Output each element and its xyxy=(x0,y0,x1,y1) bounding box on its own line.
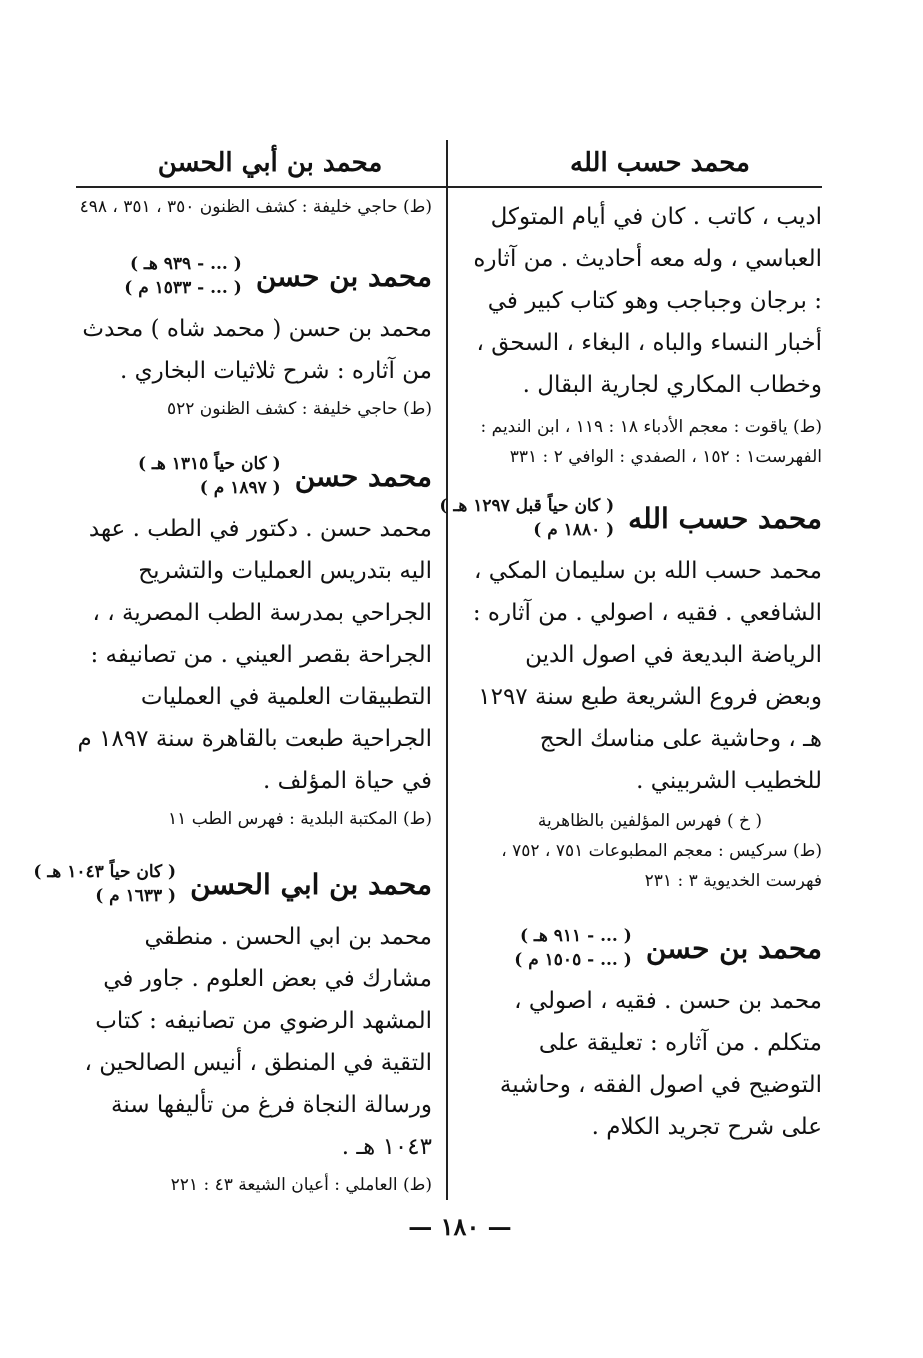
header-rule-right xyxy=(446,186,822,188)
running-title-left: محمد بن أبي الحسن xyxy=(157,148,383,178)
entry-dates xyxy=(124,252,242,300)
entry-body: محمد حسب الله بن سليمان المكي ، الشافعي . فقيه ، اصولي . من آثاره : الرياضة البديعة في اصول الدين وبعض فروع الشريعة طبع سنة ١٢٩٧ هـ ، وحاشية على مناسك الحج للخطيب الشربيني . xyxy=(472,558,822,794)
entry-body: محمد بن حسن ( محمد شاه ) محدث من آثاره : شرح ثلاثيات البخاري . xyxy=(82,316,432,384)
entry-heading xyxy=(76,252,432,300)
continued-entry-body: اديب ، كاتب . كان في أيام المتوكل العباسي ، وله معه أحاديث . من آثاره : برجان وجباجب وهو كتاب كبير في أخبار النساء والباه ، البغاء ، السحق ، وخطاب المكاري لجارية البقال . xyxy=(473,204,822,398)
running-title-right: محمد حسب الله xyxy=(570,148,750,178)
entry-name: محمد بن حسن xyxy=(255,259,432,293)
entry-dates xyxy=(33,860,176,908)
gregorian-date: ( ١٨٩٧ م ) xyxy=(199,478,281,498)
entry-name: محمد حسب الله xyxy=(628,501,822,535)
entry-heading xyxy=(33,860,432,908)
entry-name: محمد بن حسن xyxy=(645,931,822,965)
entry-reference: (ط) العاملي : أعيان الشيعة ٤٣ : ٢٢١ xyxy=(170,1175,432,1195)
page-number: — ١٨٠ — xyxy=(408,1212,512,1241)
gregorian-date: ( ... - ١٥٣٣ م ) xyxy=(124,278,242,298)
hijri-date: ( ... - ٩٣٩ هـ ) xyxy=(129,254,242,274)
hijri-date: ( كان حياً قبل ١٢٩٧ هـ ) xyxy=(439,496,615,516)
gregorian-date: ( ... - ١٥٠٥ م ) xyxy=(514,950,632,970)
hijri-date: ( كان حياً ١٣١٥ هـ ) xyxy=(137,454,281,474)
hijri-date: ( ... - ٩١١ هـ ) xyxy=(519,926,632,946)
entry-dates xyxy=(514,924,632,972)
continued-entry-reference: (ط) ياقوت : معجم الأدباء ١٨ : ١١٩ ، ابن النديم : الفهرست١ : ١٥٢ ، الصفدي : الوافي ٢ : ٣٣١ xyxy=(480,417,822,467)
entry-body: محمد بن ابي الحسن . منطقي مشارك في بعض العلوم . جاور في المشهد الرضوي من تصانيفه : كتاب التقية في المنطق ، أنيس الصالحين ، ورسالة النجاة فرغ من تأليفها سنة ١٠٤٣ هـ . xyxy=(84,924,432,1160)
entry-name: محمد بن ابي الحسن xyxy=(190,867,432,901)
entry-body: محمد بن حسن . فقيه ، اصولي ، متكلم . من آثاره : تعليقة على التوضيح في اصول الفقه ، وحاشية على شرح تجريد الكلام . xyxy=(499,988,822,1140)
entry-reference: (ط) سركيس : معجم المطبوعات ٧٥١ ، ٧٥٢ ، فهرست الخديوية ٣ : ٢٣١ xyxy=(501,841,822,891)
entry-body: محمد حسن . دكتور في الطب . عهد اليه بتدريس العمليات والتشريح الجراحي بمدرسة الطب المصرية ، ، الجراحة بقصر العيني . من تصانيفه : التطبيقات العلمية في العمليات الجراحية طبعت بالقاهرة سنة ١٨٩٧ م في حياة المؤلف . xyxy=(77,516,432,794)
entry-heading xyxy=(462,924,822,972)
continued-entry-reference: (ط) حاجي خليفة : كشف الظنون ٣٥٠ ، ٣٥١ ، ٤٩٨ xyxy=(79,197,432,217)
entry-reference: ( خ ) فهرس المؤلفين بالظاهرية xyxy=(537,811,762,831)
entry-reference: (ط) حاجي خليفة : كشف الظنون ٥٢٢ xyxy=(167,399,432,419)
entry-reference: (ط) المكتبة البلدية : فهرس الطب ١١ xyxy=(168,809,432,829)
header-rule-left xyxy=(76,186,446,188)
entry-name: محمد حسن xyxy=(294,459,432,493)
gregorian-date: ( ١٦٣٣ م ) xyxy=(95,886,177,906)
column-divider xyxy=(446,140,448,1200)
gregorian-date: ( ١٨٨٠ م ) xyxy=(533,520,615,540)
left-column xyxy=(33,192,432,1200)
entry-dates xyxy=(439,494,614,542)
hijri-date: ( كان حياً ١٠٤٣ هـ ) xyxy=(33,862,177,882)
entry-dates xyxy=(138,452,281,500)
right-column xyxy=(439,196,822,1148)
entry-heading xyxy=(76,452,432,500)
entry-heading xyxy=(439,494,822,542)
